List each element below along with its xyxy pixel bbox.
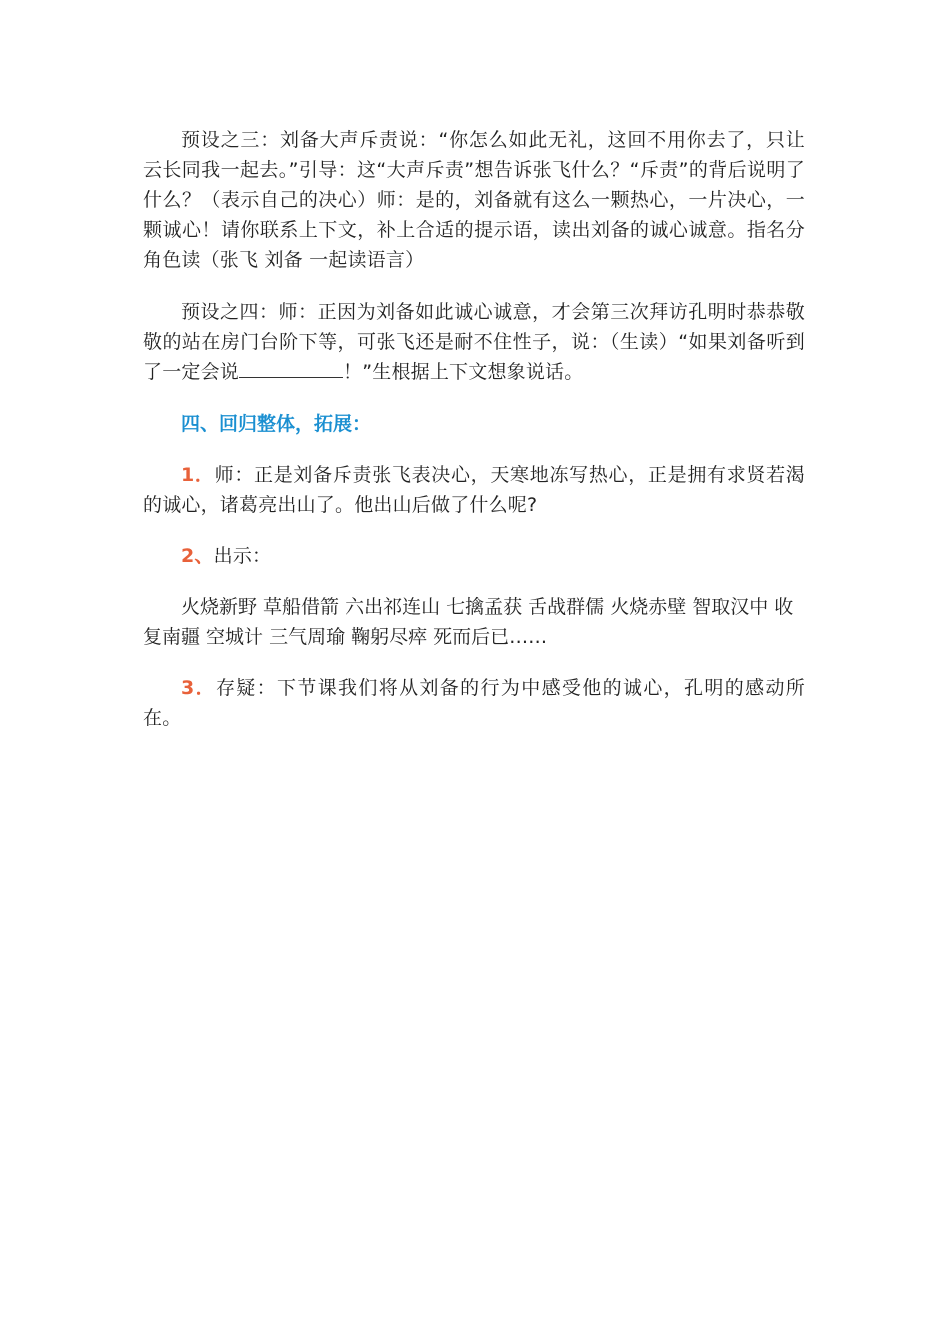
paragraph-preset-four [143, 297, 805, 387]
item-text-2: 出示： [213, 545, 272, 567]
item-number-3: 3． [181, 677, 216, 699]
item-text-1: 师：正是刘备斥责张飞表决心，天寒地冻写热心，正是拥有求贤若渴的诚心，诸葛亮出山了。他出山后做了什么呢? [143, 464, 805, 516]
spacer [143, 652, 805, 673]
fill-in-blank [239, 359, 343, 378]
list-item-1 [143, 460, 805, 520]
spacer [143, 387, 805, 409]
paragraph-preset-four-text: 预设之四：师：正因为刘备如此诚心诚意，才会第三次拜访孔明时恭恭敬敬的站在房门台阶下等，可张飞还是耐不住性子，说：（生读）“如果刘备听到了一定会说 [143, 301, 805, 383]
list-item-3 [143, 673, 805, 733]
spacer [143, 439, 805, 460]
document-page [143, 125, 805, 733]
item-number-2: 2、 [181, 545, 214, 567]
item-number-1: 1． [181, 464, 215, 486]
spacer [143, 520, 805, 541]
spacer [143, 275, 805, 297]
list-item-2 [143, 541, 805, 571]
paragraph-preset-four-tail: ！”生根据上下文想象说话。 [343, 361, 584, 383]
paragraph-preset-three: 预设之三：刘备大声斥责说：“你怎么如此无礼，这回不用你去了，只让云长同我一起去。”引导：这“大声斥责”想告诉张飞什么？“斥责”的背后说明了什么？（表示自己的决心）师：是的，刘备就有这么一颗热心，一片决心，一颗诚心！请你联系上下文，补上合适的提示语，读出刘备的诚心诚意。指名分角色读（张飞 刘备 一起读语言） [143, 129, 805, 271]
events-list: 火烧新野 草船借箭 六出祁连山 七擒孟获 舌战群儒 火烧赤壁 智取汉中 收复南疆 空城计 三气周瑜 鞠躬尽瘁 死而后已…… [143, 596, 794, 648]
spacer [143, 571, 805, 592]
item-text-3: 存疑：下节课我们将从刘备的行为中感受他的诚心，孔明的感动所在。 [143, 677, 805, 729]
section-heading: 四、回归整体，拓展： [181, 413, 372, 435]
